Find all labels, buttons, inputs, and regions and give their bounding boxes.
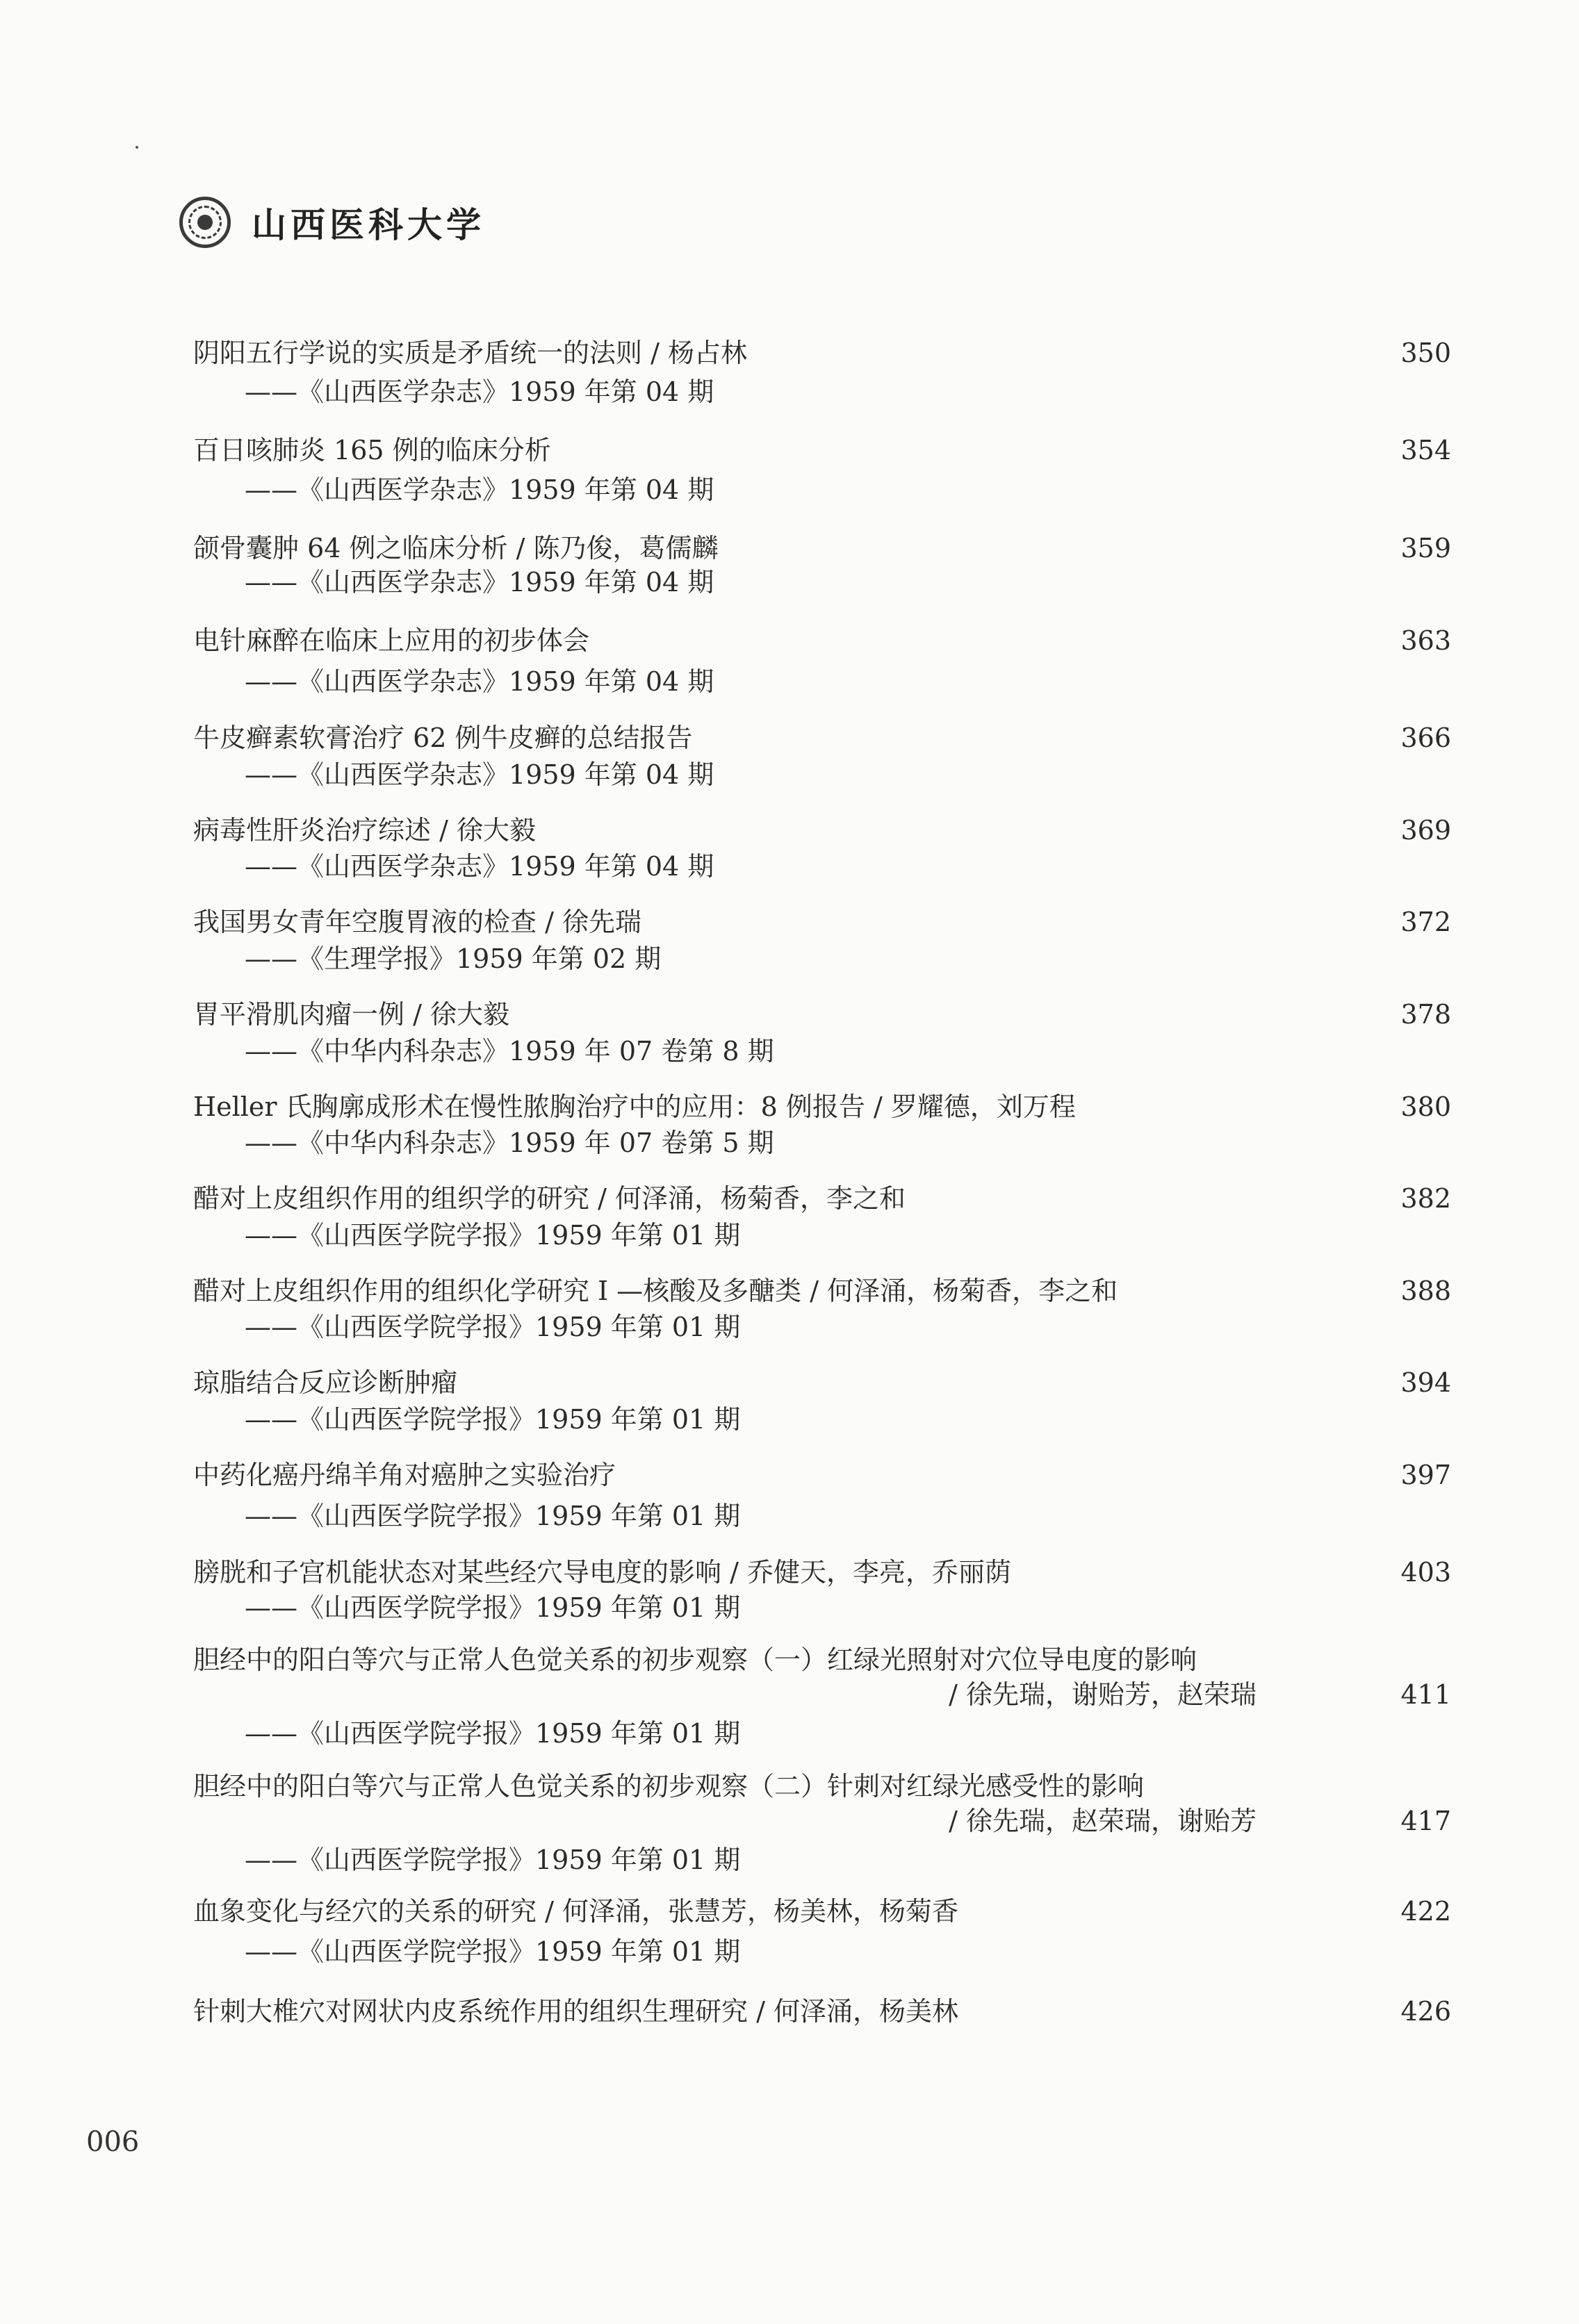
entry-title: 病毒性肝炎治疗综述 / 徐大毅 (193, 815, 536, 846)
entry-page: 394 (1400, 1367, 1451, 1398)
entry-source: ——《山西医学杂志》1959 年第 04 期 (245, 759, 714, 790)
entry-source: ——《山西医学院学报》1959 年第 01 期 (245, 1936, 741, 1967)
entry-page: 363 (1400, 625, 1451, 656)
entry-page: 426 (1400, 1996, 1451, 2027)
entry-authors: / 徐先瑞，谢贻芳，赵荣瑞 (949, 1679, 1257, 1710)
entry-title: 我国男女青年空腹胃液的检查 / 徐先瑞 (193, 907, 641, 937)
entry-source: ——《山西医学院学报》1959 年第 01 期 (245, 1845, 741, 1875)
entry-page: 359 (1400, 533, 1451, 563)
entry-page: 411 (1400, 1679, 1451, 1710)
entry-title: 胃平滑肌肉瘤一例 / 徐大毅 (193, 999, 509, 1030)
entry-page: 378 (1400, 999, 1451, 1030)
entry-title: 牛皮癣素软膏治疗 62 例牛皮癣的总结报告 (193, 723, 693, 753)
entry-title: 电针麻醉在临床上应用的初步体会 (193, 625, 590, 656)
entry-page: 372 (1400, 907, 1451, 937)
entry-title: 阴阳五行学说的实质是矛盾统一的法则 / 杨占林 (193, 338, 747, 368)
entry-page: 366 (1400, 723, 1451, 753)
entry-page: 397 (1400, 1460, 1451, 1490)
entry-page: 354 (1400, 435, 1451, 465)
entry-title: 胆经中的阳白等穴与正常人色觉关系的初步观察（一）红绿光照射对穴位导电度的影响 (193, 1645, 1197, 1675)
entry-title: 胆经中的阳白等穴与正常人色觉关系的初步观察（二）针刺对红绿光感受性的影响 (193, 1771, 1145, 1802)
entry-page: 403 (1400, 1557, 1451, 1588)
entry-authors: / 徐先瑞，赵荣瑞，谢贻芳 (949, 1806, 1257, 1836)
entry-title: 膀胱和子宫机能状态对某些经穴导电度的影响 / 乔健天，李亮，乔丽荫 (193, 1557, 1011, 1588)
entry-title: 针刺大椎穴对网状内皮系统作用的组织生理研究 / 何泽涌，杨美林 (193, 1996, 958, 2027)
entry-page: 388 (1400, 1276, 1451, 1306)
entry-title: 血象变化与经穴的关系的研究 / 何泽涌，张慧芳，杨美林，杨菊香 (193, 1896, 958, 1927)
entry-title: 中药化癌丹绵羊角对癌肿之实验治疗 (193, 1460, 616, 1490)
entry-source: ——《山西医学杂志》1959 年第 04 期 (245, 666, 714, 697)
entry-page: 382 (1400, 1183, 1451, 1214)
entry-source: ——《中华内科杂志》1959 年 07 卷第 8 期 (245, 1036, 774, 1066)
entry-source: ——《山西医学杂志》1959 年第 04 期 (245, 851, 714, 882)
entry-page: 350 (1400, 338, 1451, 368)
entry-source: ——《山西医学院学报》1959 年第 01 期 (245, 1592, 741, 1623)
entry-title: 醋对上皮组织作用的组织学的研究 / 何泽涌，杨菊香，李之和 (193, 1183, 906, 1214)
entry-source: ——《山西医学院学报》1959 年第 01 期 (245, 1501, 741, 1531)
entry-title: 颌骨囊肿 64 例之临床分析 / 陈乃俊，葛儒麟 (193, 533, 719, 563)
entry-source: ——《生理学报》1959 年第 02 期 (245, 943, 662, 974)
entry-source: ——《山西医学杂志》1959 年第 04 期 (245, 377, 714, 407)
entry-title: 百日咳肺炎 165 例的临床分析 (193, 435, 551, 465)
entry-title: Heller 氏胸廓成形术在慢性脓胸治疗中的应用：8 例报告 / 罗耀德，刘万程 (193, 1091, 1076, 1122)
entry-title: 醋对上皮组织作用的组织化学研究 I —核酸及多醣类 / 何泽涌，杨菊香，李之和 (193, 1276, 1118, 1306)
entry-page: 422 (1400, 1896, 1451, 1927)
entry-source: ——《山西医学院学报》1959 年第 01 期 (245, 1312, 741, 1342)
entry-source: ——《山西医学院学报》1959 年第 01 期 (245, 1220, 741, 1251)
entry-page: 380 (1400, 1091, 1451, 1122)
entry-page: 369 (1400, 815, 1451, 846)
entry-source: ——《山西医学杂志》1959 年第 04 期 (245, 567, 714, 598)
entry-page: 417 (1400, 1806, 1451, 1836)
entry-source: ——《中华内科杂志》1959 年 07 卷第 5 期 (245, 1128, 774, 1158)
page-number: 006 (86, 2126, 140, 2158)
entry-source: ——《山西医学院学报》1959 年第 01 期 (245, 1404, 741, 1435)
school-name: 山西医科大学 (252, 205, 485, 245)
entry-source: ——《山西医学院学报》1959 年第 01 期 (245, 1718, 741, 1749)
entry-source: ——《山西医学杂志》1959 年第 04 期 (245, 475, 714, 505)
entry-title: 琼脂结合反应诊断肿瘤 (193, 1367, 458, 1398)
